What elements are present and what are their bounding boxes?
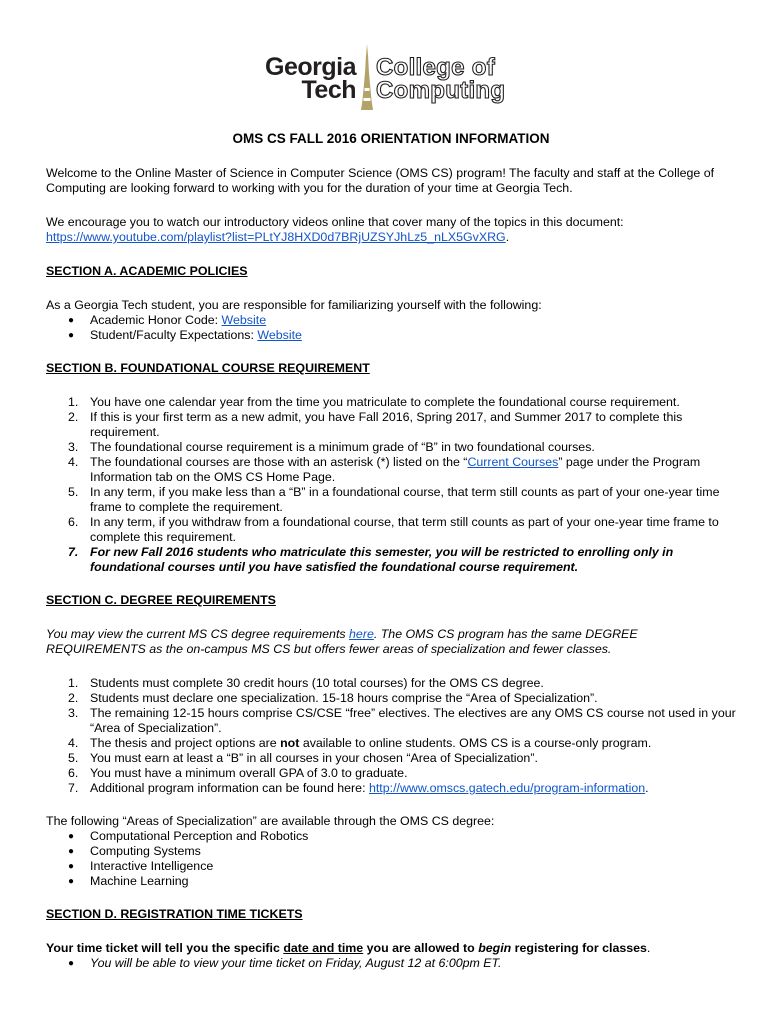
section-c-list bbox=[46, 676, 736, 796]
list-item: 3. The remaining 12-15 hours comprise CS/CSE “free” electives. The electives are any OMS CS course not used in your “Area of Specialization”. bbox=[68, 706, 736, 735]
list-item: 2. If this is your first term as a new admit, you have Fall 2016, Spring 2017, and Summer 2017 to complete this requirement. bbox=[68, 410, 683, 439]
list-item: 2. Students must declare one specialization. 15-18 hours comprise the “Area of Specialization”. bbox=[68, 691, 598, 705]
program-information-link[interactable]: http://www.omscs.gatech.edu/program-information bbox=[368, 781, 646, 795]
areas-of-specialization: The following “Areas of Specialization” are available through the OMS CS degree: ● Computational Perception and Robotics ● Computing Systems ● Interactive Intelligence ● Machine Learning bbox=[46, 814, 736, 889]
section-d-body bbox=[46, 941, 736, 971]
list-item: ● You will be able to view your time ticket on Friday, August 12 at 6:00pm ET. bbox=[68, 956, 502, 970]
current-courses-link[interactable]: Current Courses bbox=[467, 455, 559, 469]
list-item: ● Computing Systems bbox=[68, 844, 201, 858]
georgia-tech-logo bbox=[175, 44, 555, 114]
list-item: 6. In any term, if you withdraw from a foundational course, that term still counts as part of your one-year time frame to complete this requirement. bbox=[68, 515, 719, 544]
list-item: 7. Additional program information can be found here: http://www.omscs.gatech.edu/program-information. bbox=[68, 781, 649, 795]
list-item: ● Computational Perception and Robotics bbox=[68, 829, 309, 843]
section-d-heading: SECTION D. REGISTRATION TIME TICKETS bbox=[46, 907, 303, 921]
list-item: ● Student/Faculty Expectations: Website bbox=[68, 328, 302, 342]
section-d-list bbox=[46, 956, 736, 971]
list-item: 1. You have one calendar year from the time you matriculate to complete the foundational course requirement. bbox=[68, 395, 680, 409]
section-b-body bbox=[46, 395, 736, 575]
time-ticket-lead: Your time ticket will tell you the specific date and time you are allowed to begin registering for classes. bbox=[46, 941, 651, 955]
list-item: 3. The foundational course requirement is a minimum grade of “B” in two foundational courses. bbox=[68, 440, 595, 454]
list-item: ● Academic Honor Code: Website bbox=[68, 313, 267, 327]
section-a-body: As a Georgia Tech student, you are responsible for familiarizing yourself with the following: ● Academic Honor Code: Website ● Student/Faculty Expectations: Website bbox=[46, 298, 736, 343]
list-item: ● Machine Learning bbox=[68, 874, 189, 888]
section-c-body bbox=[46, 676, 736, 796]
list-item: 5. In any term, if you make less than a “B” in a foundational course, that term still counts as part of your one-year time frame to complete the requirement. bbox=[68, 485, 720, 514]
page-title: OMS CS FALL 2016 ORIENTATION INFORMATION bbox=[232, 131, 550, 146]
list-item: 1. Students must complete 30 credit hours (10 total courses) for the OMS CS degree. bbox=[68, 676, 544, 690]
list-item: 6. You must have a minimum overall GPA of 3.0 to graduate. bbox=[68, 766, 408, 780]
expectations-website-link[interactable]: Website bbox=[257, 328, 302, 342]
honor-code-website-link[interactable]: Website bbox=[221, 313, 267, 327]
logo-wordmark-georgia-tech: Georgia Tech bbox=[265, 53, 356, 104]
list-item: 4. The thesis and project options are not available to online students. OMS CS is a course-only program. bbox=[68, 736, 652, 750]
areas-list bbox=[46, 829, 736, 889]
section-b-list bbox=[46, 395, 736, 575]
section-a-heading: SECTION A. ACADEMIC POLICIES bbox=[46, 264, 248, 278]
intro-welcome: Welcome to the Online Master of Science in Computer Science (OMS CS) program! The faculty and staff at the College of Computing are looking forward to working with you for the duration of your time at Georgia Tech. bbox=[46, 166, 715, 195]
section-c-lead: You may view the current MS CS degree requirements here. The OMS CS program has the same DEGREE REQUIREMENTS as the on-campus MS CS but offers fewer areas of specialization and fewer classes. bbox=[46, 627, 638, 656]
list-item: 5. You must earn at least a “B” in all courses in your chosen “Area of Specialization”. bbox=[68, 751, 538, 765]
degree-requirements-here-link[interactable]: here bbox=[349, 627, 374, 641]
logo-wordmark-college-of-computing: College of Computing bbox=[376, 54, 506, 104]
list-item: 7. For new Fall 2016 students who matriculate this semester, you will be restricted to enrolling only in foundational courses until you have satisfied the foundational course requirement. bbox=[68, 545, 674, 574]
list-item: ● Interactive Intelligence bbox=[68, 859, 214, 873]
intro-videos: We encourage you to watch our introductory videos online that cover many of the topics in this document: https://www.youtube.com/playlist?list=PLtYJ8HXD0d7BRjUZSYJhLz5_nLX5GvXRG. bbox=[46, 215, 624, 244]
section-a-list bbox=[46, 313, 736, 343]
list-item: 4. The foundational courses are those with an asterisk (*) listed on the “Current Courses” page under the Program Information tab on the OMS CS Home Page. bbox=[68, 455, 701, 484]
youtube-playlist-link[interactable]: https://www.youtube.com/playlist?list=PLtYJ8HXD0d7BRjUZSYJhLz5_nLX5GvXRG bbox=[46, 230, 506, 244]
section-b-heading: SECTION B. FOUNDATIONAL COURSE REQUIREMENT bbox=[46, 361, 370, 375]
tech-tower-spire-icon bbox=[361, 44, 373, 110]
section-c-heading: SECTION C. DEGREE REQUIREMENTS bbox=[46, 593, 276, 607]
